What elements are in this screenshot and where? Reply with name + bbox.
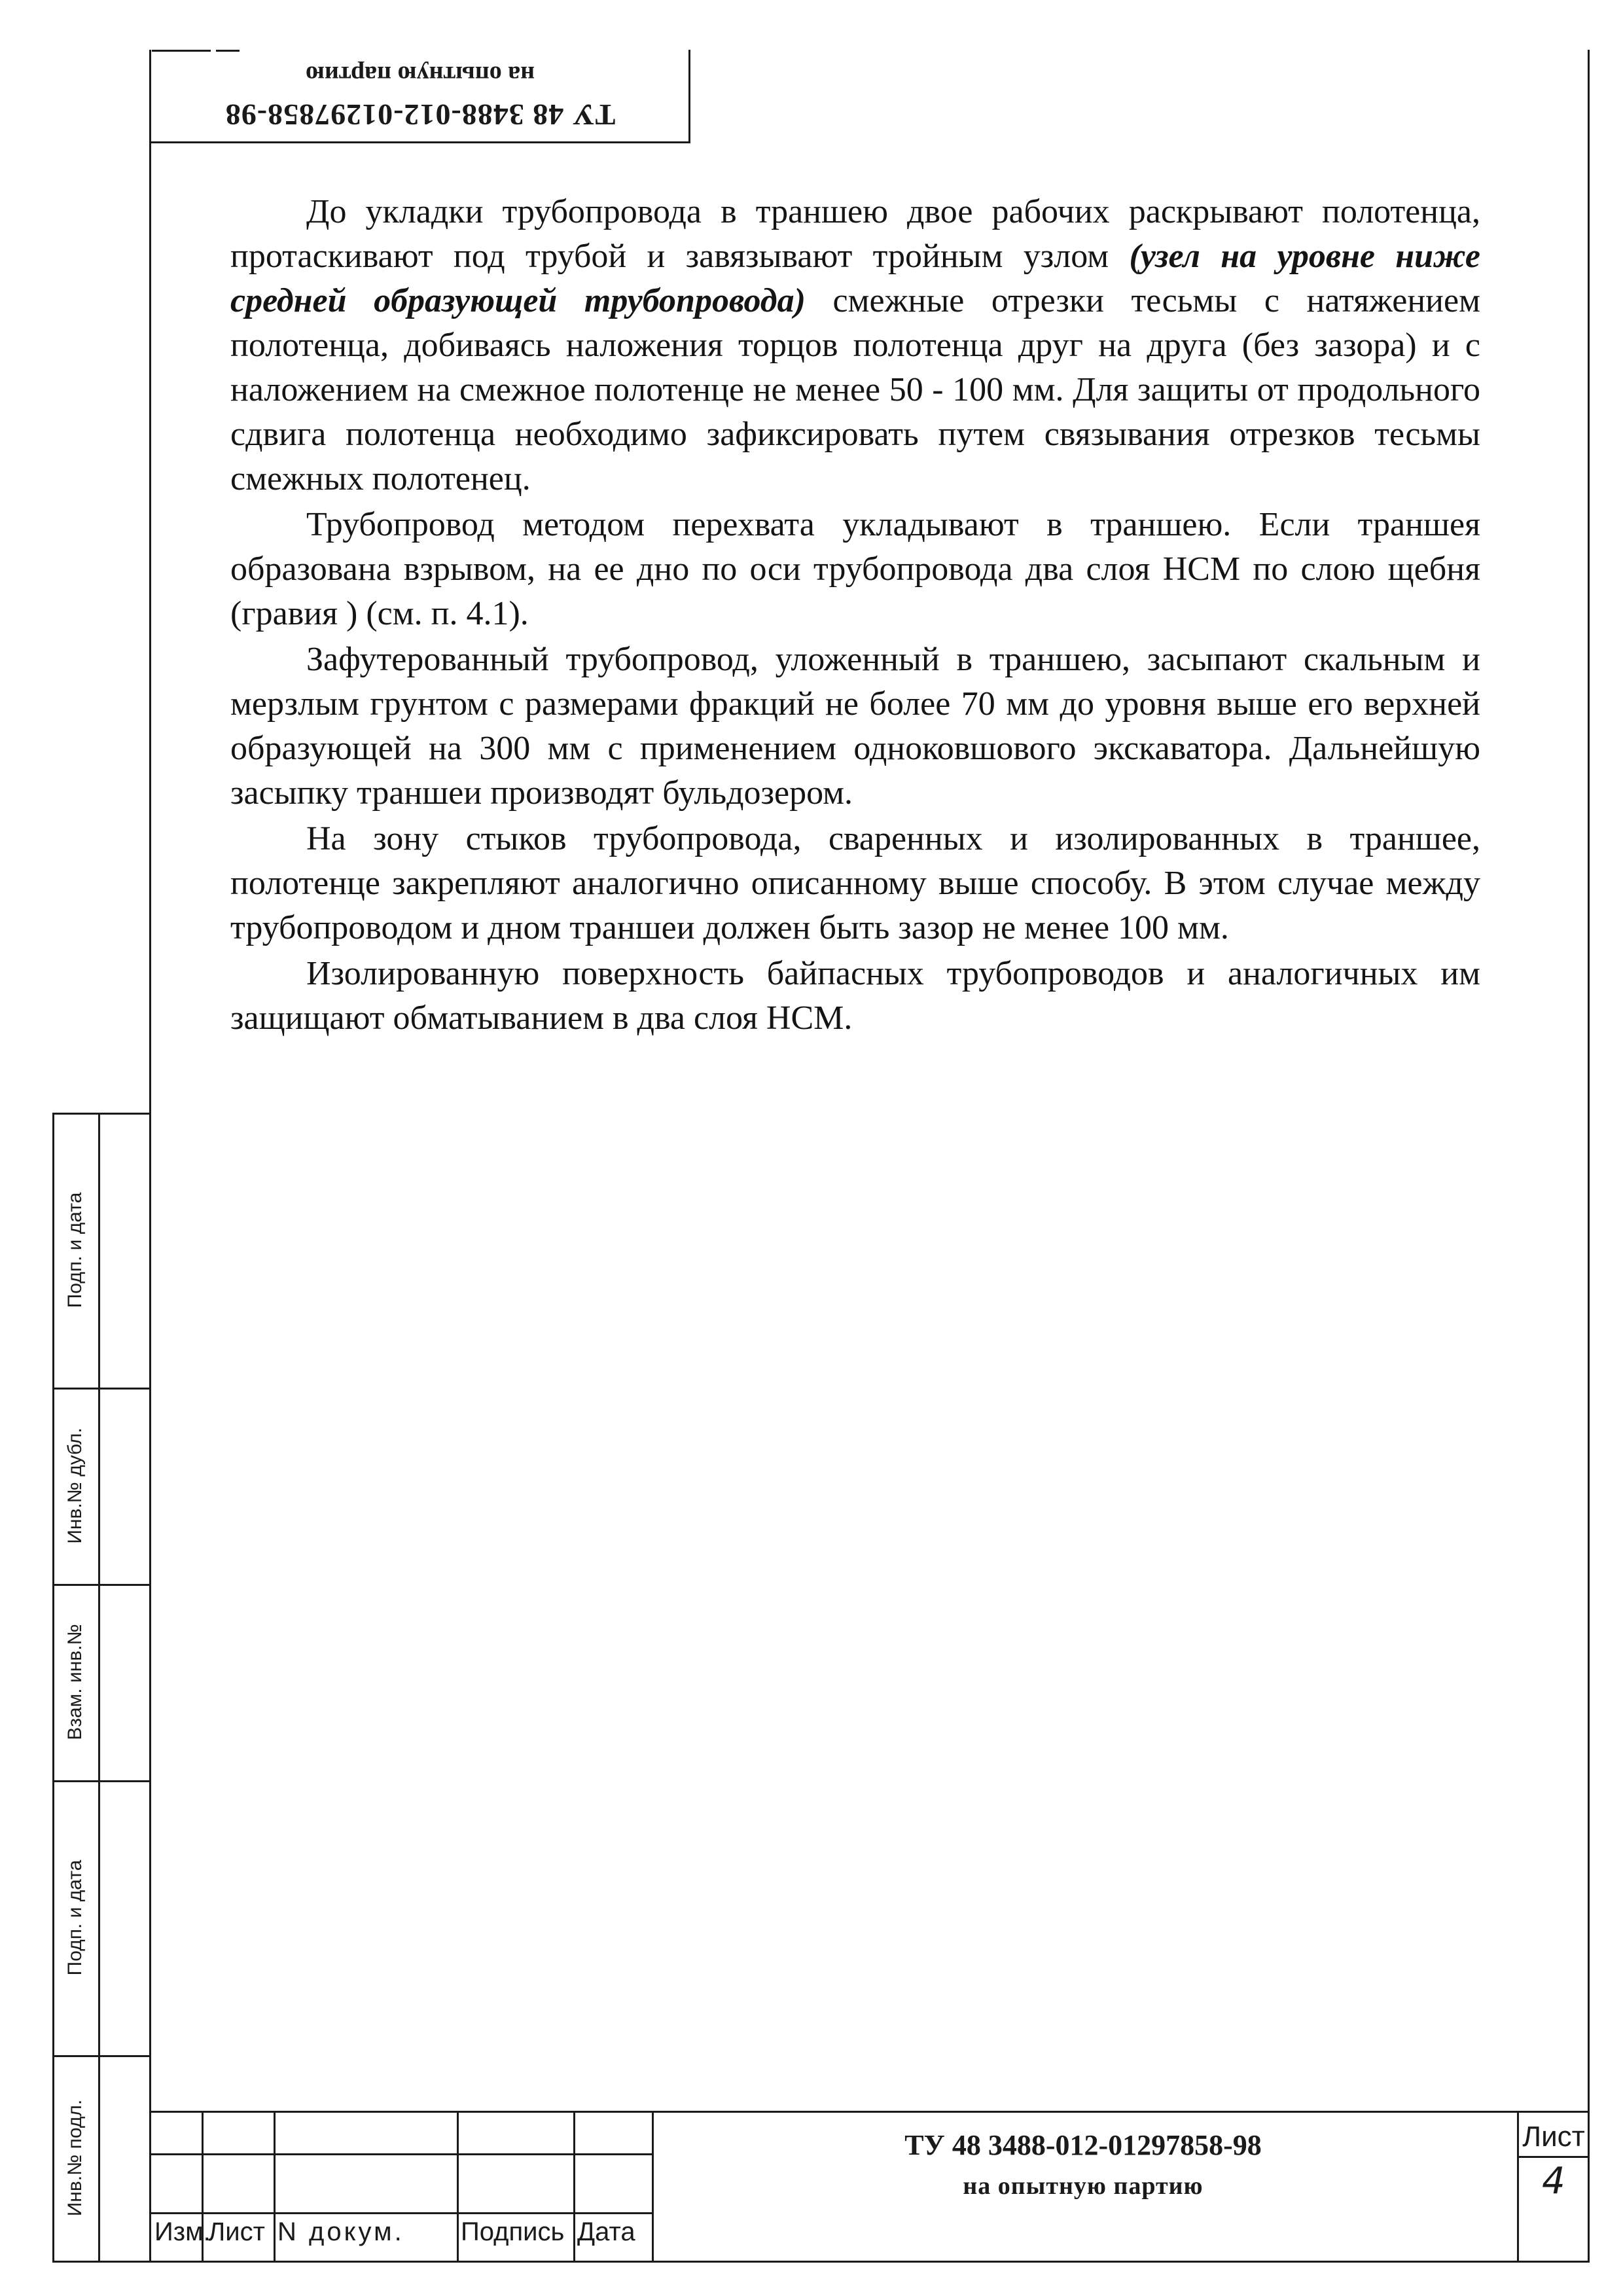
stamp-box-bottom <box>149 141 690 143</box>
sheet-label: Лист <box>1522 2121 1585 2153</box>
stamp-subtitle: на опытную партию <box>305 61 535 88</box>
margin-outer-left <box>52 1113 54 2263</box>
paragraph-1-italic: (узел на уровне ниже средней образующей трубопровода) <box>230 238 1481 319</box>
title-block-sheet-col <box>1517 2111 1519 2263</box>
title-block-col-3 <box>457 2111 459 2263</box>
frame-top-dash-2 <box>216 50 240 52</box>
paragraph-5: Изолированную поверхность байпасных трубопроводов и аналогичных им защищают обматыванием в два слоя НСМ. <box>230 955 1480 1037</box>
title-block-doc-code: ТУ 48 3488-012-01297858-98 <box>904 2129 1262 2161</box>
margin-row-line-3 <box>52 1780 151 1782</box>
title-block-doc-num: N докум. <box>277 2217 404 2246</box>
margin-row-line-0 <box>52 1113 151 1115</box>
title-block-row-2 <box>149 2212 653 2214</box>
title-block-izm: Изм. <box>154 2217 211 2246</box>
margin-label-vzam-inv: Взам. инв.№ <box>64 1624 86 1740</box>
title-block-signature: Подпись <box>461 2217 565 2246</box>
title-block-list: Лист <box>208 2217 265 2246</box>
title-block-col-5 <box>652 2111 654 2263</box>
sheet-number: 4 <box>1542 2160 1565 2202</box>
title-block-row-1 <box>149 2153 653 2155</box>
title-block-top <box>149 2111 1590 2113</box>
paragraph-3: Зафутерованный трубопровод, уложенный в траншею, засыпают скальным и мерзлым грунтом с размерами фракций не более 70 мм до уровня выше его верхней образующей на 300 мм с применением одноковшового экскаватора. Дальнейшую засыпку траншеи производят бульдозером. <box>230 641 1480 812</box>
margin-row-line-4 <box>52 2055 151 2057</box>
title-block-col-2 <box>274 2111 276 2263</box>
margin-row-line-2 <box>52 1584 151 1586</box>
document-body <box>230 190 1480 1041</box>
margin-label-inv-dubl: Инв.№ дубл. <box>64 1427 86 1544</box>
frame-right-line <box>1588 50 1590 2262</box>
title-block-date: Дата <box>577 2217 635 2246</box>
margin-row-line-1 <box>52 1388 151 1390</box>
margin-label-sign-date-top: Подп. и дата <box>64 1192 86 1308</box>
stamp-box-right <box>688 50 690 143</box>
title-block-sheet-row <box>1517 2156 1590 2158</box>
paragraph-2: Трубопровод методом перехвата укладывают в траншею. Если траншея образована взрывом, на ее дно по оси трубопровода два слоя НСМ по слою щебня (гравия ) (см. п. 4.1). <box>230 506 1480 632</box>
frame-bottom-line <box>52 2261 1590 2263</box>
paragraph-4: На зону стыков трубопровода, сваренных и изолированных в траншее, полотенце закрепляют аналогично описанному выше способу. В этом случае между трубопроводом и дном траншеи должен быть зазор не менее 100 мм. <box>230 820 1480 946</box>
paragraph-1: До укладки трубопровода в траншею двое рабочих раскрывают полотенца, протаскивают под трубой и завязывают тройным узлом (узел на уровне ниже средней образующей трубопровода) смежные отрезки тесьмы с натяжением полотенца, добиваясь наложения торцов полотенца друг на друга (без зазора) и с наложением на смежное полотенце не менее 50 - 100 мм. Для защиты от продольного сдвига полотенца необходимо зафиксировать путем связывания отрезков тесьмы смежных полотенец. <box>230 193 1481 497</box>
margin-label-sign-date-bottom: Подп. и дата <box>64 1859 86 1976</box>
frame-left-line <box>149 50 151 2262</box>
margin-label-inv-podl: Инв.№ подл. <box>64 2099 86 2217</box>
stamp-code: ТУ 48 3488-012-01297858-98 <box>224 98 616 132</box>
title-block-col-4 <box>573 2111 575 2263</box>
title-block-doc-subtitle: на опытную партию <box>963 2172 1204 2200</box>
margin-inner-divider <box>98 1113 100 2263</box>
top-stamp <box>152 52 688 141</box>
frame-top-dash-1 <box>152 50 211 52</box>
